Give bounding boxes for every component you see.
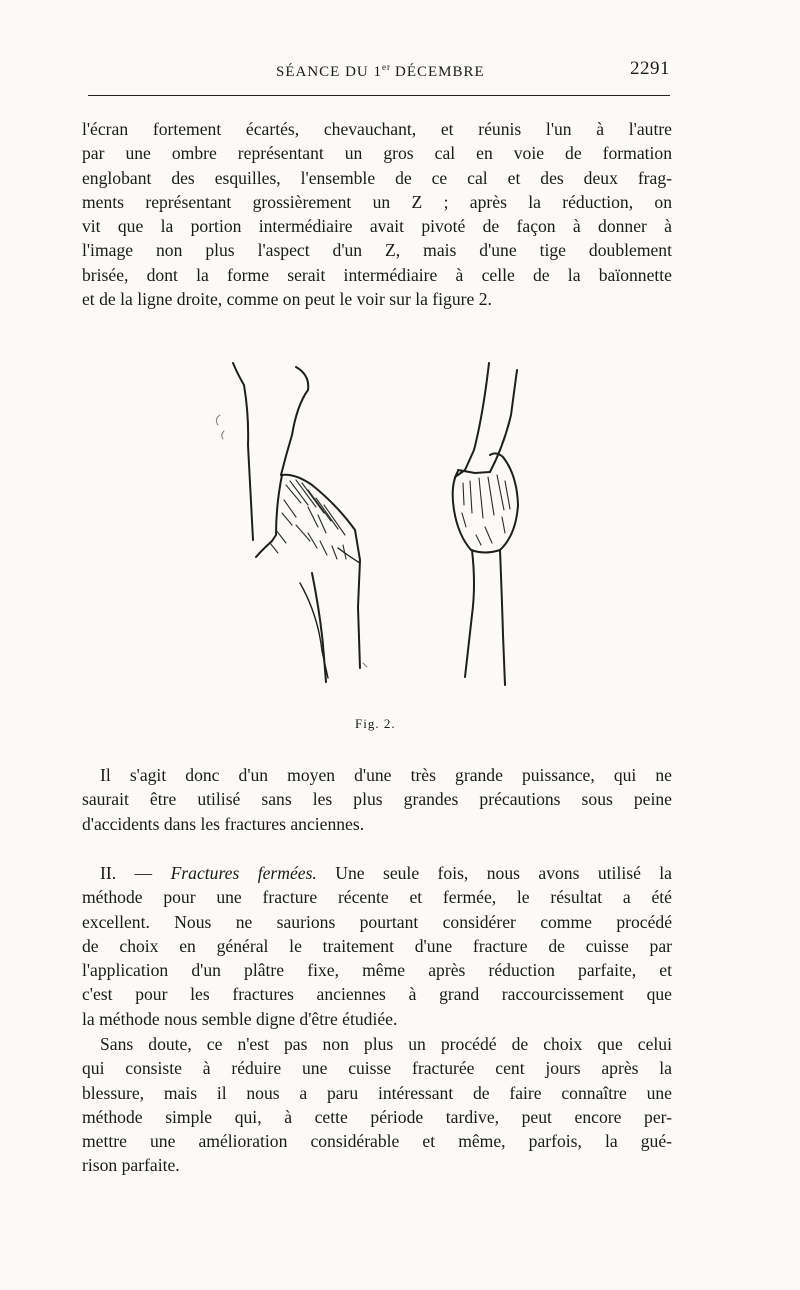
- text-line: rison parfaite.: [82, 1155, 180, 1176]
- bone-fracture-sketch: [200, 345, 550, 695]
- paragraph-1: [82, 117, 672, 311]
- text-line: qui consiste à réduire une cuisse fracturée cent jours après la: [82, 1058, 672, 1079]
- text-line: englobant des esquilles, l'ensemble de ce cal et des deux frag-: [82, 167, 672, 188]
- text-line: l'écran fortement écartés, chevauchant, et réunis l'un à l'autre: [82, 119, 672, 139]
- text-line: de choix en général le traitement d'une fracture de cuisse par: [82, 935, 672, 956]
- text-line: par une ombre représentant un gros cal en voie de formation: [82, 143, 672, 164]
- text-line: blessure, mais il nous a paru intéressant de faire connaître une: [82, 1082, 672, 1103]
- running-head: SÉANCE DU 1er DÉCEMBRE: [276, 62, 485, 80]
- text-line: méthode simple qui, à cette période tardive, peut encore per-: [82, 1106, 672, 1127]
- paragraph-3: [82, 861, 672, 1031]
- figure-2-drawing: [200, 345, 550, 695]
- text-line: c'est pour les fractures anciennes à grand raccourcissement que: [82, 984, 672, 1005]
- header-rule: [88, 95, 670, 96]
- text-line: d'accidents dans les fractures anciennes.: [82, 813, 365, 834]
- text-line: brisée, dont la forme serait intermédiaire à celle de la baïonnette: [82, 264, 672, 285]
- text-line: ments représentant grossièrement un Z ; après la réduction, on: [82, 191, 672, 212]
- text-run: Une seule fois, nous avons utilisé la: [316, 863, 672, 883]
- text-line: saurait être utilisé sans les plus grandes précautions sous peine: [82, 789, 672, 810]
- text-line: l'image non plus l'aspect d'un Z, mais d'une tige doublement: [82, 240, 672, 261]
- text-line: Sans doute, ce n'est pas non plus un procédé de choix que celui: [100, 1034, 672, 1054]
- text-line: l'application d'un plâtre fixe, même après réduction parfaite, et: [82, 960, 672, 981]
- page-header: [88, 56, 670, 90]
- figure-caption: Fig. 2.: [355, 716, 396, 731]
- text-line: et de la ligne droite, comme on peut le voir sur la figure 2.: [82, 289, 492, 310]
- text-line: vit que la portion intermédiaire avait pivoté de façon à donner à: [82, 216, 672, 237]
- text-line: mettre une amélioration considérable et même, parfois, la gué-: [82, 1131, 672, 1152]
- text-line: excellent. Nous ne saurions pourtant considérer comme procédé: [82, 911, 672, 932]
- text-line: la méthode nous semble digne d'être étudiée.: [82, 1008, 398, 1029]
- paragraph-4: [82, 1032, 672, 1178]
- text-line: Il s'agit donc d'un moyen d'une très grande puissance, qui ne: [100, 765, 672, 785]
- section-number: II. —: [100, 863, 171, 883]
- text-line: méthode pour une fracture récente et fermée, le résultat a été: [82, 887, 672, 908]
- section-title: Fractures fermées.: [170, 863, 317, 883]
- paragraph-2: [82, 763, 672, 836]
- text-line: [82, 861, 672, 885]
- page-number: 2291: [630, 58, 670, 79]
